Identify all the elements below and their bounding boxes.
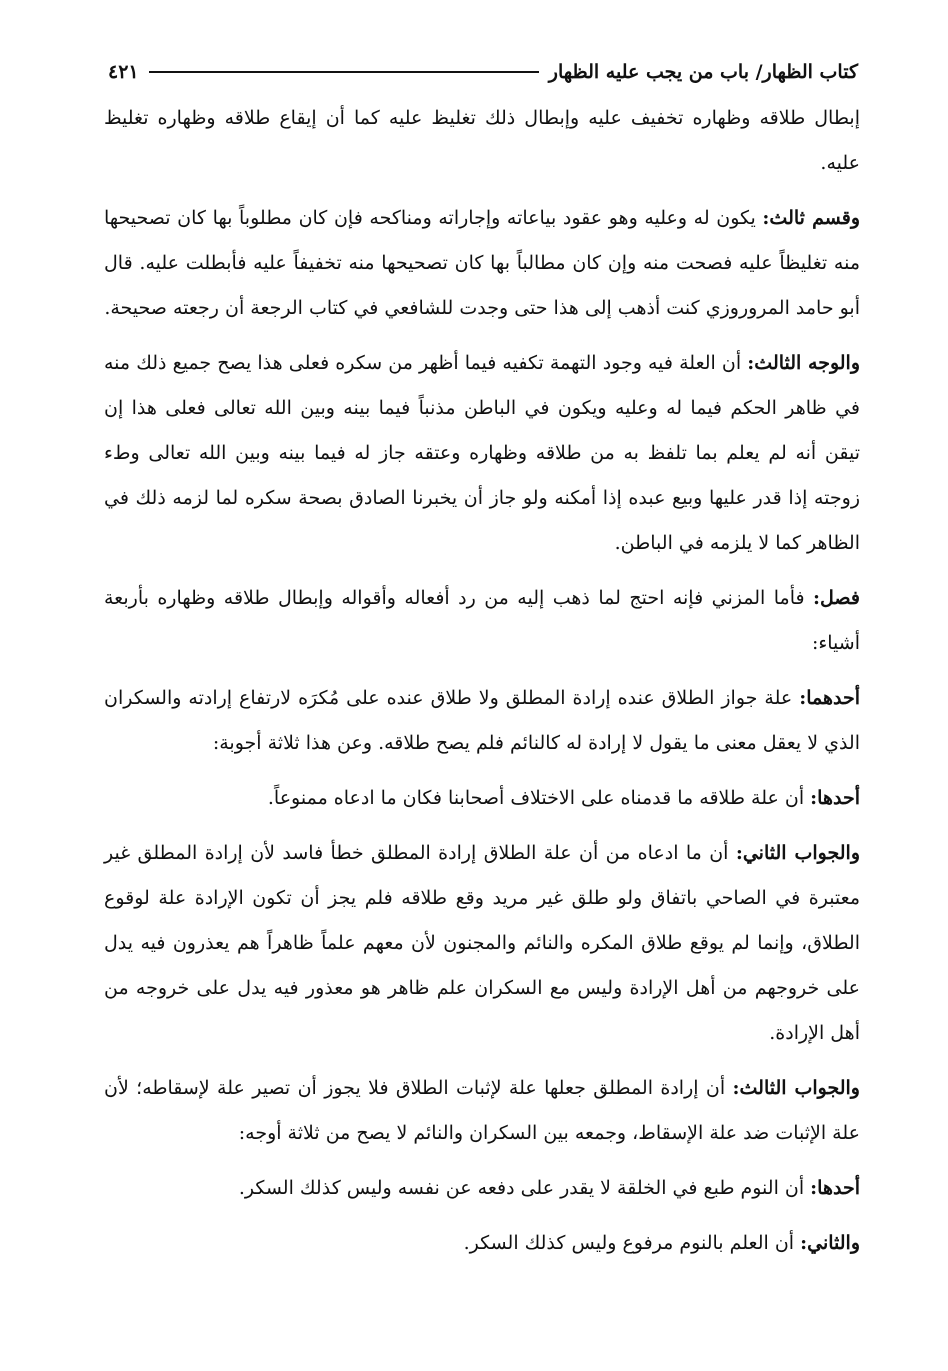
paragraph-lead: فصل: <box>813 587 860 609</box>
paragraph-text: أن ما ادعاه من أن علة الطلاق إرادة المطلق خطأ فاسد لأن إرادة المطلق غير معتبرة في الصاحي باتفاق ولو طلق غير مريد وقع طلاقه فلم يجز أن تكون الإرادة علة لوقوع الطلاق، وإنما لم يوقع طلاق المكره والنائم والمجنون لأن معهم علماً ظاهراً هم يعذرون فيه يدل على خروجهم من أهل الإرادة وليس مع السكران علم ظاهر هو معذور فيه يدل على خروجه من أهل الإرادة. <box>104 842 860 1044</box>
paragraph-lead: والثاني: <box>800 1232 860 1254</box>
paragraph-6 <box>104 776 860 821</box>
paragraph-lead: أحدهما: <box>799 687 860 709</box>
paragraph-8 <box>104 1066 860 1156</box>
running-header <box>108 56 858 88</box>
page-body <box>104 96 860 1276</box>
paragraph-text: أن إرادة المطلق جعلها علة لإثبات الطلاق فلا يجوز أن تصير علة لإسقاطه؛ لأن علة الإثبات ضد علة الإسقاط، وجمعه بين السكران والنائم لا يصح من ثلاثة أوجه: <box>104 1077 860 1144</box>
paragraph-2 <box>104 196 860 331</box>
paragraph-text: علة جواز الطلاق عنده إرادة المطلق ولا طلاق عنده على مُكرَه لارتفاع إرادته والسكران الذي لا يعقل معنى ما يقول لا إرادة له كالنائم فلم يصح طلاقه. وعن هذا ثلاثة أجوبة: <box>104 687 860 754</box>
paragraph-lead: والجواب الثاني: <box>735 842 861 864</box>
paragraph-text: أن النوم طبع في الخلقة لا يقدر على دفعه عن نفسه وليس كذلك السكر. <box>238 1177 811 1199</box>
paragraph-4 <box>104 576 860 666</box>
paragraph-text: إبطال طلاقه وظهاره تخفيف عليه وإبطال ذلك تغليظ عليه كما أن إيقاع طلاقه وظهاره تغليظ عليه. <box>104 107 860 174</box>
paragraph-lead: أحدها: <box>810 1177 860 1199</box>
paragraph-1 <box>104 96 860 186</box>
paragraph-text: فأما المزني فإنه احتج لما ذهب إليه من رد أفعاله وأقواله وإبطال طلاقه وظهاره بأربعة أشياء: <box>104 587 860 654</box>
paragraph-text: يكون له وعليه وهو عقود بياعاته وإجاراته ومناكحه فإن كان مطلوباً بها كان تصحيحها منه تغليظاً عليه فصحت منه وإن كان مطالباً بها كان تصحيحها منه تخفيفاً عليه فأبطلت عليه. قال أبو حامد المروروزي كنت أذهب إلى هذا حتى وجدت للشافعي في كتاب الرجعة أن رجعته صحيحة. <box>104 207 860 319</box>
paragraph-9 <box>104 1166 860 1211</box>
paragraph-7 <box>104 831 860 1056</box>
header-title: كتاب الظهار/ باب من يجب عليه الظهار <box>548 61 858 83</box>
paragraph-lead: أحدها: <box>810 787 860 809</box>
paragraph-text: أن علة طلاقه ما قدمناه على الاختلاف أصحابنا فكان ما ادعاه ممنوعاً. <box>267 787 811 809</box>
paragraph-text: أن العلة فيه وجود التهمة تكفيه فيما أظهر من سكره فعلى هذا يصح جميع ذلك منه في ظاهر الحكم فيما له وعليه ويكون في الباطن مذنباً فيما بينه وبين الله تعالى فعلى هذا إن تيقن أنه لم يعلم بما تلفظ به من طلاقه وظهاره وعتقه جاز له فيما بينه وبين الله تعالى وطء زوجته إذا قدر عليها وبيع عبده إذا أمكنه ولو جاز أن يخبرنا الصادق بصحة سكره لما لزمه ذلك في الظاهر كما لا يلزمه في الباطن. <box>104 352 860 554</box>
paragraph-3 <box>104 341 860 566</box>
header-rule <box>149 71 539 73</box>
paragraph-5 <box>104 676 860 766</box>
paragraph-lead: والجواب الثالث: <box>732 1077 860 1099</box>
paragraph-10 <box>104 1221 860 1266</box>
paragraph-lead: وقسم ثالث: <box>762 207 860 229</box>
paragraph-text: أن العلم بالنوم مرفوع وليس كذلك السكر. <box>463 1232 801 1254</box>
page-number: ٤٢١ <box>108 61 139 83</box>
paragraph-lead: والوجه الثالث: <box>747 352 861 374</box>
